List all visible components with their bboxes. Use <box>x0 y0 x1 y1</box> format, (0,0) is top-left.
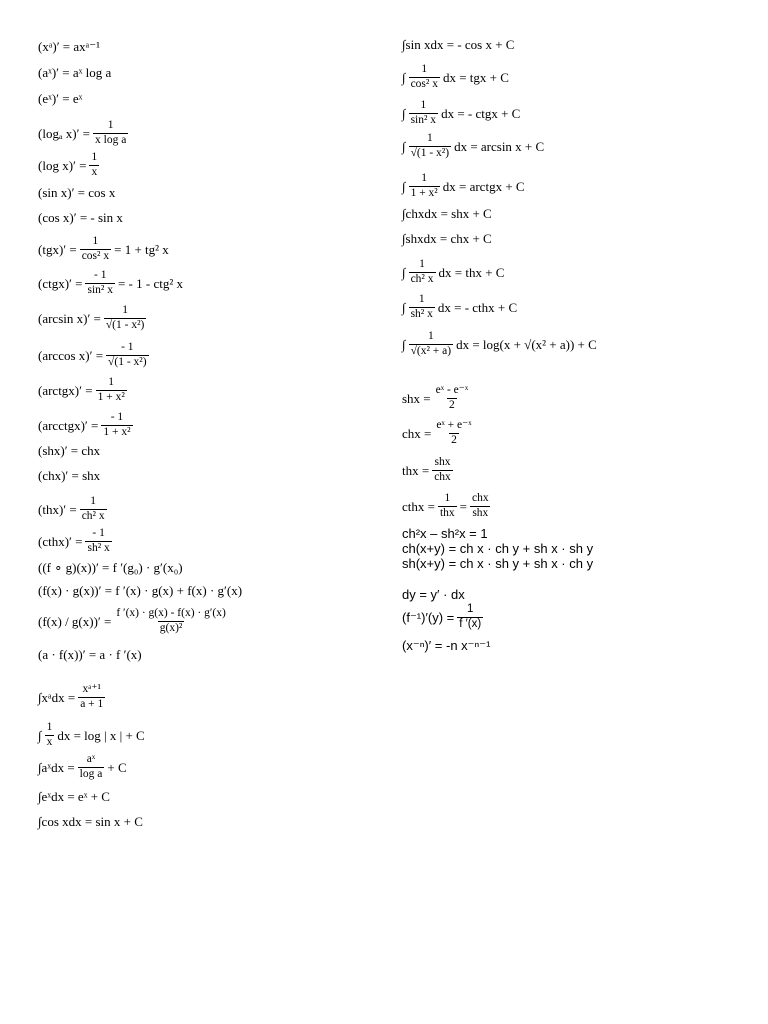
fraction-denominator: ch² x <box>410 272 434 285</box>
fraction-denominator: sh² x <box>87 541 110 554</box>
formula-lhs: ∫ <box>38 727 42 743</box>
integral-formula-i1 <box>38 684 108 710</box>
derivative-formula-d8 <box>38 236 169 262</box>
fraction-denominator: √(1 - x²) <box>105 318 145 331</box>
fraction <box>93 120 128 146</box>
fraction <box>438 493 457 519</box>
fraction-denominator: cos² x <box>81 249 110 262</box>
fraction <box>80 236 111 262</box>
derivative-formula-d9 <box>38 270 183 296</box>
formula-lhs: shx = <box>402 390 431 406</box>
integral-formula-r8 <box>402 259 504 285</box>
fraction-numerator: - 1 <box>110 411 124 423</box>
formula-rhs: dx = - cthx + C <box>437 299 518 315</box>
formula-rhs: dx = arcsin x + C <box>454 138 545 154</box>
formula-text: (x⁻ⁿ)′ = -n x⁻ⁿ⁻¹ <box>402 638 491 653</box>
fraction-numerator: eˣ + e⁻ˣ <box>436 419 472 431</box>
formula-lhs: (tgx)′ = <box>38 241 77 257</box>
formula-lhs: (log x)′ = <box>38 157 87 173</box>
formula-lhs: (ctgx)′ = <box>38 275 83 291</box>
fraction-numerator: 1 <box>92 235 99 247</box>
integral-formula-r9 <box>402 294 517 320</box>
fraction-numerator: chx <box>472 492 489 504</box>
formula-text: sh(x+y) = ch x · sh y + sh x · ch y <box>402 556 594 571</box>
derivative-formula-d12 <box>38 377 130 403</box>
derivative-formula-d6 <box>38 186 115 199</box>
derivative-formula-d13 <box>38 412 136 438</box>
derivative-formula-d3 <box>38 92 82 105</box>
formula-lhs: (cthx)′ = <box>38 533 83 549</box>
fraction <box>85 528 111 554</box>
formula-rhs: dx = thx + C <box>438 264 505 280</box>
fraction-denominator: 2 <box>449 398 455 411</box>
identity-formula-s5 <box>402 604 486 630</box>
formula-text: ch(x+y) = ch x · ch y + sh x · sh y <box>402 541 594 556</box>
derivative-formula-d15 <box>38 469 100 482</box>
fraction-denominator: 1 + x² <box>97 390 125 403</box>
fraction <box>432 457 453 483</box>
fraction <box>470 493 491 519</box>
formula-text: (eˣ)′ = eˣ <box>38 91 83 106</box>
identity-formula-s3 <box>402 557 593 570</box>
integral-formula-i3 <box>38 754 127 780</box>
derivative-formula-d10 <box>38 305 149 331</box>
hyperbolic-definition-h1 <box>402 385 473 411</box>
hyperbolic-definition-h4 <box>402 493 494 519</box>
fraction <box>434 420 473 446</box>
fraction <box>85 270 115 296</box>
fraction <box>457 604 483 630</box>
formula-text: ∫cos xdx = sin x + C <box>38 814 143 829</box>
formula-rhs: = - 1 - ctg² x <box>117 275 183 291</box>
identity-formula-s2 <box>402 542 593 555</box>
fraction <box>78 684 105 710</box>
fraction-denominator: a + 1 <box>80 697 104 710</box>
formula-rhs: dx = arctgx + C <box>442 178 525 194</box>
derivative-formula-d16 <box>38 496 110 522</box>
formula-text: (sin x)′ = cos x <box>38 185 116 200</box>
fraction-numerator: 1 <box>90 495 97 507</box>
fraction-numerator: 1 <box>108 376 115 388</box>
fraction-numerator: 1 <box>46 721 53 733</box>
fraction-denominator: cos² x <box>410 77 438 90</box>
fraction-numerator: 1 <box>122 304 128 316</box>
hyperbolic-definition-h3 <box>402 457 456 483</box>
fraction-denominator: √(1 - x²) <box>108 355 147 368</box>
formula-lhs: ∫ <box>402 178 406 194</box>
formula-text: ch²x – sh²x = 1 <box>402 526 488 541</box>
derivative-formula-d5 <box>38 152 102 178</box>
fraction-numerator: xᵃ⁺¹ <box>82 683 101 695</box>
identity-formula-s4 <box>402 588 465 601</box>
formula-text: (shx)′ = chx <box>38 443 101 458</box>
formula-lhs: ∫ <box>402 264 406 280</box>
fraction-denominator: sin² x <box>410 113 437 126</box>
fraction-numerator: 1 <box>421 63 428 75</box>
fraction-numerator: shx <box>434 456 451 468</box>
fraction-denominator: sin² x <box>87 283 113 296</box>
fraction-numerator: - 1 <box>93 269 107 281</box>
identity-formula-s1 <box>402 527 488 540</box>
integral-formula-r2 <box>402 64 509 90</box>
integral-formula-r6 <box>402 207 492 220</box>
formula-lhs: thx = <box>402 462 430 478</box>
fraction-denominator: g(x)² <box>159 621 183 634</box>
formula-equals: = <box>459 498 468 514</box>
formula-lhs: ∫ <box>402 105 406 121</box>
formula-rhs: + C <box>107 759 127 775</box>
formula-lhs: ∫ <box>402 69 406 85</box>
derivative-formula-d1 <box>38 40 100 53</box>
integral-formula-r10 <box>402 331 597 357</box>
fraction-denominator: 1 + x² <box>410 186 438 199</box>
derivative-formula-d7 <box>38 211 123 224</box>
fraction-numerator: - 1 <box>121 341 134 353</box>
formula-lhs: (f⁻¹)′(y) = <box>402 609 455 625</box>
formula-text: (chx)′ = shx <box>38 468 101 483</box>
integral-formula-r5 <box>402 173 525 199</box>
derivative-formula-d21 <box>38 648 142 661</box>
formula-lhs: (arcctgx)′ = <box>38 417 99 433</box>
formula-lhs: (arctgx)′ = <box>38 382 93 398</box>
integral-formula-i5 <box>38 815 143 828</box>
fraction-denominator: chx <box>434 470 451 483</box>
integral-formula-r4 <box>402 133 544 159</box>
derivative-formula-d4 <box>38 120 131 146</box>
formula-lhs: (thx)′ = <box>38 501 77 517</box>
fraction <box>106 342 149 368</box>
formula-lhs: (f(x) / g(x))′ = <box>38 613 112 629</box>
fraction <box>409 100 439 126</box>
fraction-denominator: x log a <box>95 133 127 146</box>
fraction-numerator: 1 <box>419 258 425 270</box>
fraction-denominator: x <box>91 165 98 178</box>
fraction <box>89 152 99 178</box>
fraction <box>434 385 471 411</box>
formula-lhs: chx = <box>402 425 432 441</box>
fraction-denominator: f ′(x) <box>459 617 482 630</box>
fraction-numerator: - 1 <box>92 527 105 539</box>
fraction <box>101 412 132 438</box>
identity-formula-s6 <box>402 639 490 652</box>
formula-lhs: ∫ <box>402 138 406 154</box>
fraction-denominator: log a <box>79 767 103 780</box>
formula-lhs: ∫xᵃdx = <box>38 689 76 705</box>
formula-rhs: dx = tgx + C <box>442 69 509 85</box>
formula-text: (f(x) · g(x))′ = f ′(x) · g(x) + f(x) · g′(x) <box>38 583 243 598</box>
formula-lhs: (logₐ x)′ = <box>38 125 90 141</box>
derivative-formula-d18 <box>38 561 183 574</box>
integral-formula-r1 <box>402 38 514 51</box>
formula-lhs: ∫ <box>402 299 406 315</box>
formula-rhs: = 1 + tg² x <box>114 241 169 257</box>
formula-lhs: ∫aˣdx = <box>38 759 75 775</box>
fraction-denominator: √(x² + a) <box>410 344 452 357</box>
formula-text: ∫sin xdx = - cos x + C <box>402 37 515 52</box>
fraction-numerator: 1 <box>427 330 434 342</box>
derivative-formula-d19 <box>38 584 242 597</box>
fraction <box>114 608 227 634</box>
formula-text: dy = y′ · dx <box>402 587 465 602</box>
hyperbolic-definition-h2 <box>402 420 477 446</box>
fraction <box>78 754 105 780</box>
fraction <box>409 331 454 357</box>
fraction <box>409 294 435 320</box>
fraction <box>96 377 127 403</box>
integral-formula-i4 <box>38 790 110 803</box>
fraction-denominator: thx <box>439 506 455 519</box>
fraction-denominator: 2 <box>451 433 457 446</box>
formula-lhs: (arccos x)′ = <box>38 347 104 363</box>
derivative-formula-d20 <box>38 608 231 634</box>
derivative-formula-d14 <box>38 444 100 457</box>
formula-rhs: dx = log(x + √(x² + a)) + C <box>456 336 597 352</box>
fraction-numerator: 1 <box>91 151 98 163</box>
fraction-denominator: shx <box>472 506 489 519</box>
formula-lhs: (arcsin x)′ = <box>38 310 101 326</box>
formula-text: (a · f(x))′ = a · f ′(x) <box>38 647 142 662</box>
integral-formula-i2 <box>38 722 145 748</box>
fraction <box>409 133 452 159</box>
fraction-numerator: f ′(x) · g(x) - f(x) · g′(x) <box>116 607 226 619</box>
derivative-formula-d11 <box>38 342 152 368</box>
derivative-formula-d17 <box>38 528 115 554</box>
fraction-numerator: 1 <box>418 293 425 305</box>
fraction-numerator: 1 <box>467 603 474 615</box>
formula-text: ∫eˣdx = eˣ + C <box>38 789 110 804</box>
fraction-numerator: 1 <box>444 492 451 504</box>
formula-lhs: ∫ <box>402 336 406 352</box>
fraction-denominator: x <box>46 735 53 748</box>
formula-text: ∫chxdx = shx + C <box>402 206 492 221</box>
fraction-denominator: √(1 - x²) <box>410 146 450 159</box>
integral-formula-r3 <box>402 100 520 126</box>
formula-text: ((f ∘ g)(x))′ = f ′(g₀) · g′(x₀) <box>38 560 183 575</box>
fraction <box>409 64 440 90</box>
formula-text: (cos x)′ = - sin x <box>38 210 123 225</box>
fraction-numerator: aˣ <box>86 753 96 765</box>
formula-rhs: dx = - ctgx + C <box>441 105 521 121</box>
fraction <box>104 305 147 331</box>
fraction-numerator: 1 <box>107 119 114 131</box>
fraction-denominator: sh² x <box>410 307 433 320</box>
fraction-numerator: 1 <box>421 172 428 184</box>
fraction <box>409 259 436 285</box>
formula-text: ∫shxdx = chx + C <box>402 231 492 246</box>
fraction <box>80 496 107 522</box>
fraction-denominator: 1 + x² <box>103 425 131 438</box>
derivative-formula-d2 <box>38 66 111 79</box>
fraction <box>409 173 440 199</box>
fraction <box>45 722 55 748</box>
fraction-numerator: 1 <box>426 132 433 144</box>
integral-formula-r7 <box>402 232 492 245</box>
formula-rhs: dx = log | x | + C <box>57 727 145 743</box>
formula-text: (xᵃ)′ = axᵃ⁻¹ <box>38 39 100 54</box>
formula-text: (aˣ)′ = aˣ log a <box>38 65 112 80</box>
formula-lhs: cthx = <box>402 498 435 514</box>
fraction-numerator: eˣ - e⁻ˣ <box>435 384 469 396</box>
fraction-denominator: ch² x <box>81 509 105 522</box>
fraction-numerator: 1 <box>420 99 427 111</box>
